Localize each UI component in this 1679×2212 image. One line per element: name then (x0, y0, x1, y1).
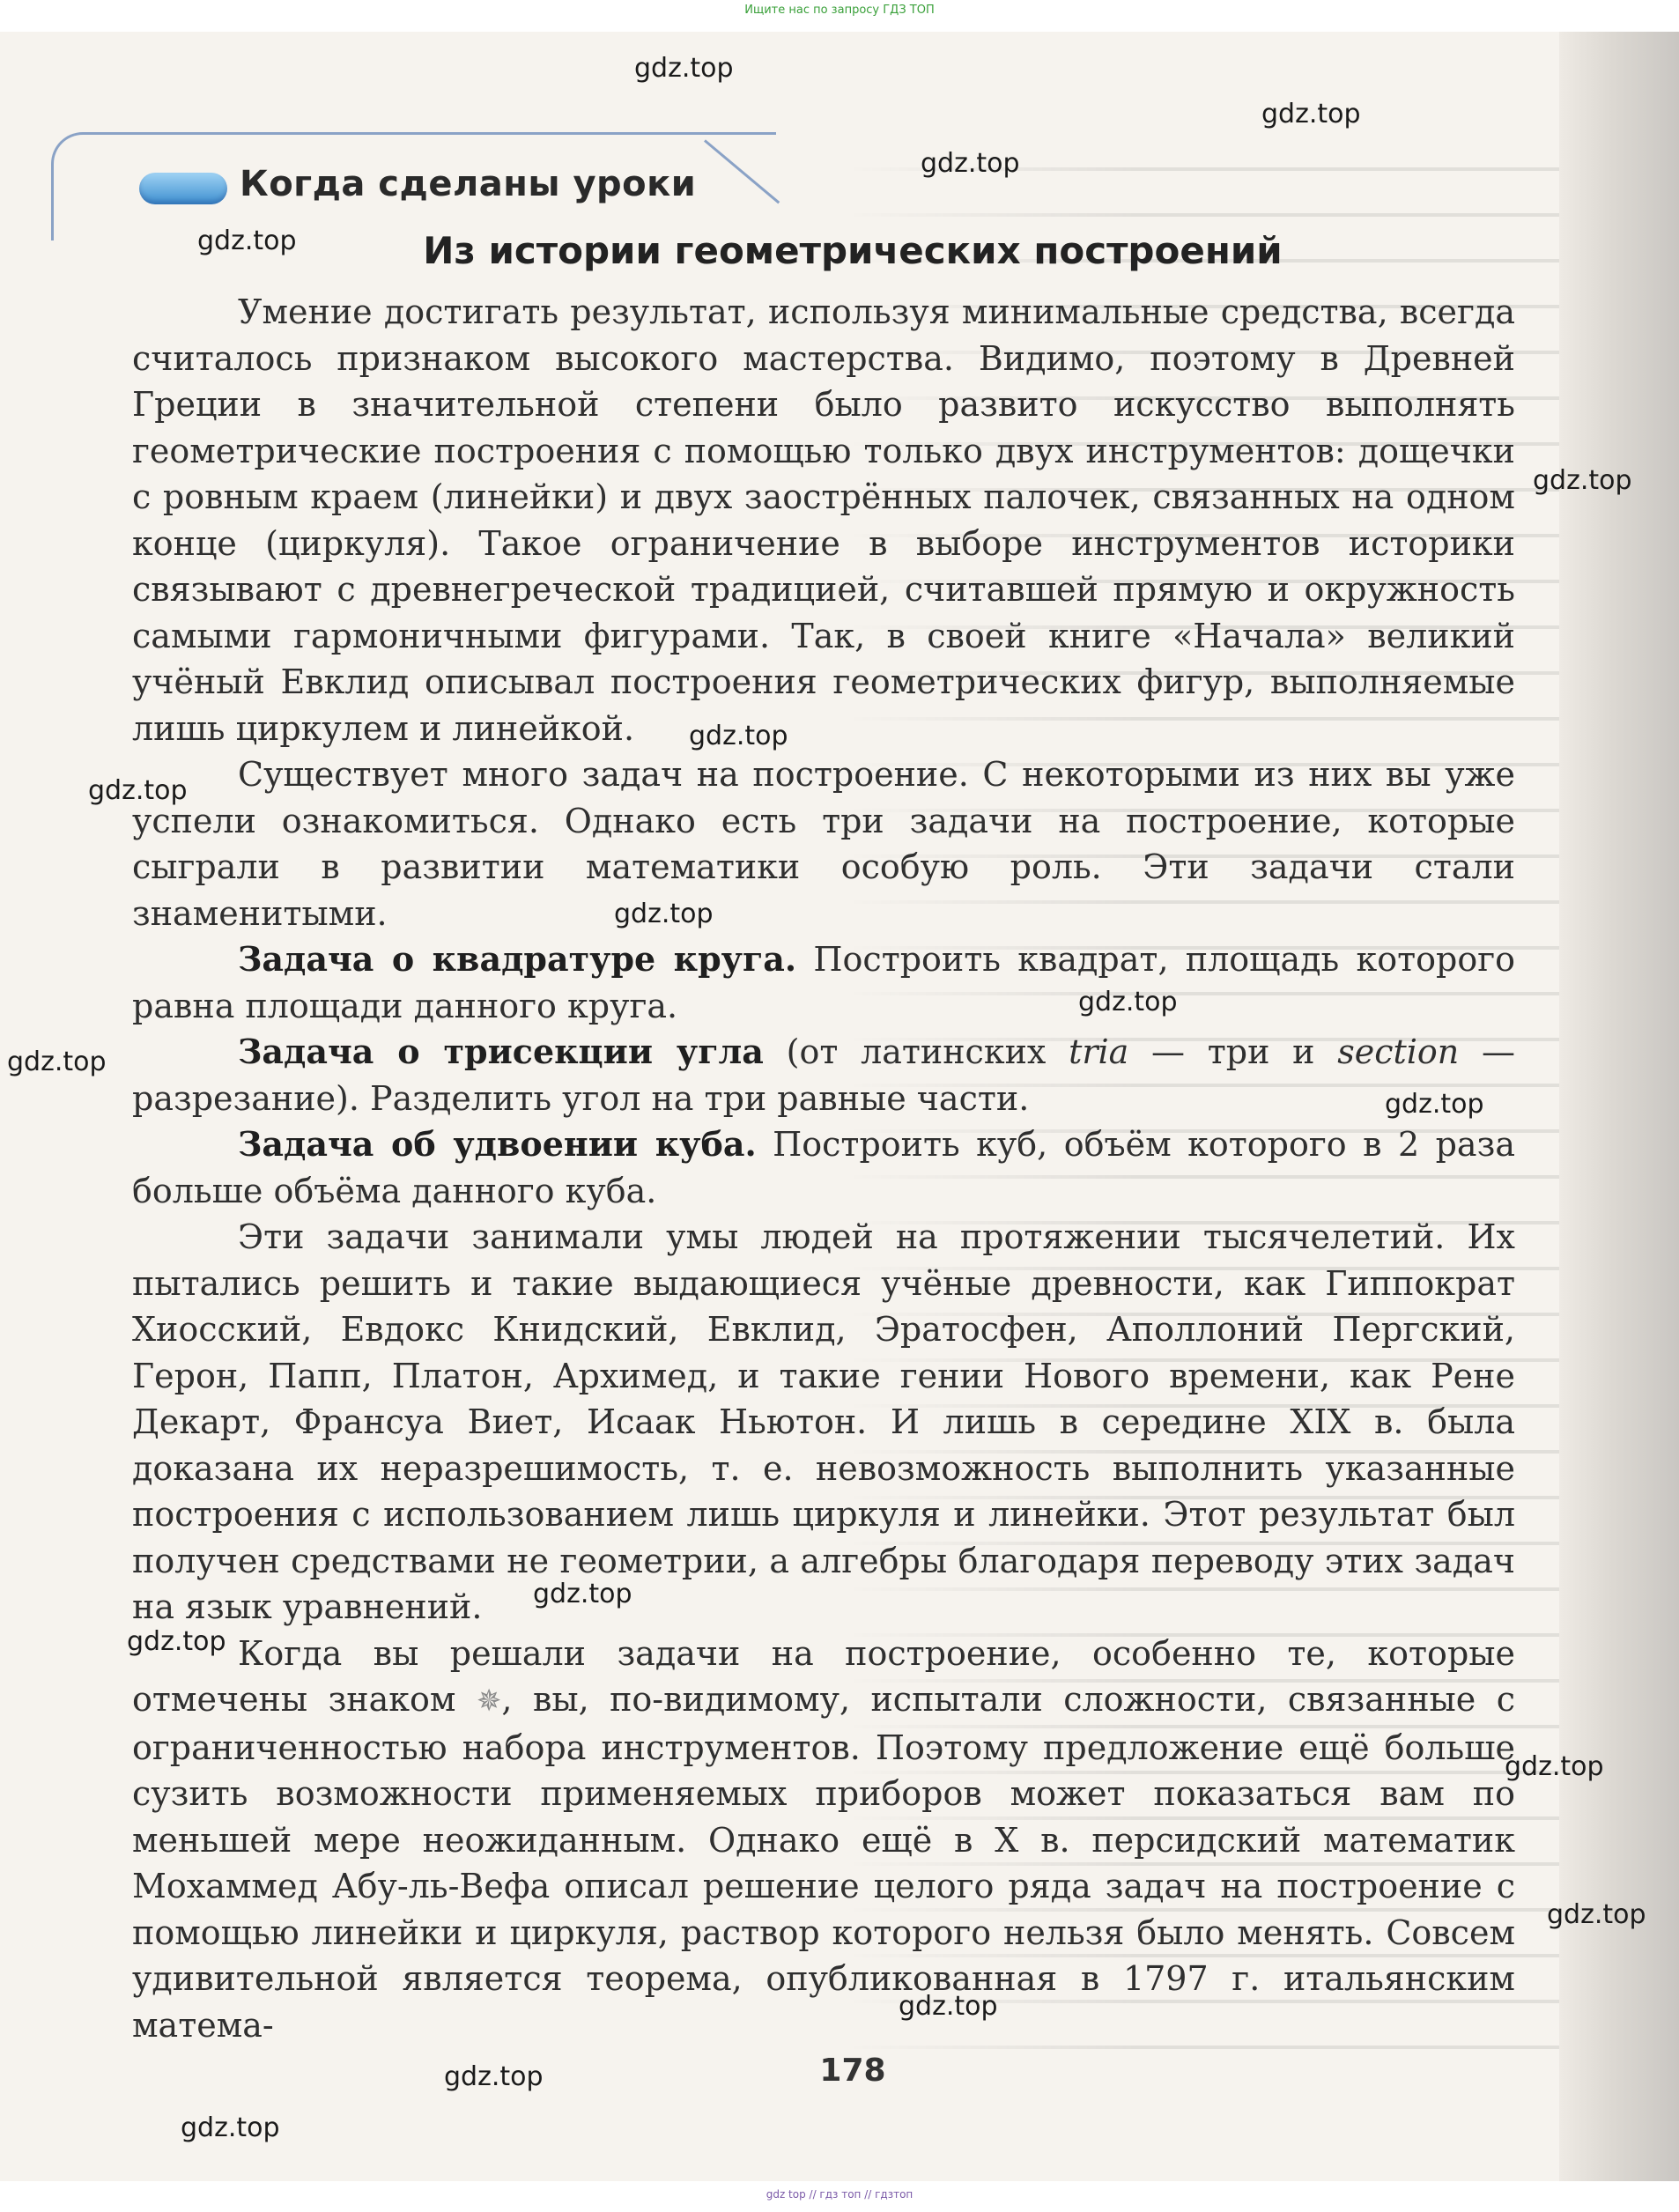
paragraph-cube (132, 1121, 1515, 1214)
latin-word-section: section (1337, 1032, 1460, 1071)
snowflake-icon: ✵ (476, 1683, 502, 1719)
book-spine-shadow (1559, 32, 1679, 2181)
watermark: gdz.top (689, 721, 788, 751)
problem-text-cube: Построить куб, объём которого в 2 раза больше объёма данного куба. (132, 1125, 1515, 1210)
problem-text-trisection-part1: (от латинских (763, 1032, 1069, 1071)
watermark: gdz.top (533, 1579, 632, 1609)
paragraph-7-part2: , вы, по-видимому, испытали сложности, связанные с ограниченностью набора инструментов. Поэтому предложение ещё больше сузить возможности применяемых приборов может показаться вам по меньшей мере неожиданным. Однако ещё в X в. персидский математик Мохаммед Абу-ль-Вефа описал решение целого ряда задач на построение с помощью линейки и циркуля, раствор которого нельзя было менять. Совсем удивительной является теорема, опубликованная в 1797 г. итальянским матема- (132, 1680, 1516, 2045)
section-pill-icon (139, 173, 227, 204)
watermark: gdz.top (1533, 465, 1632, 496)
paragraph-1: Умение достигать результат, используя минимальные средства, всегда считалось признаком высокого мастерства. Видимо, поэтому в Древней Греции в значительной степени было развито искусство выполнять геометрические построения с помощью только двух инструментов: дощечки с ровным краем (линейки) и двух заострённых палочек, связанных на одном конце (циркуля). Такое ограничение в выборе инструментов историки связывают с древнегреческой традицией, считавшей прямую и окружность самыми гармоничными фигурами. Так, в своей книге «Начала» великий учёный Евклид описывал построения геометрических фигур, выполняемые лишь циркулем и линейкой. (132, 292, 1515, 748)
watermark: gdz.top (197, 226, 297, 256)
watermark: gdz.top (7, 1047, 107, 1077)
page-number: 178 (819, 2053, 886, 2089)
watermark: gdz.top (1547, 1899, 1646, 1930)
problem-title-cube: Задача об удвоении куба. (238, 1124, 757, 1164)
watermark: gdz.top (614, 899, 714, 929)
watermark: gdz.top (1505, 1751, 1604, 1782)
problem-text-trisection-part2: — три и (1128, 1032, 1338, 1071)
watermark: gdz.top (444, 2061, 544, 2092)
watermark: gdz.top (1078, 987, 1178, 1017)
problem-text-quadrature: Построить квадрат, площадь которого равна площади данного круга. (132, 940, 1516, 1025)
section-title: Когда сделаны уроки (240, 164, 697, 204)
problem-title-quadrature: Задача о квадратуре круга. (238, 939, 797, 979)
paragraph-7-part1: Когда вы решали задачи на построение, особенно те, которые отмечены знаком (132, 1633, 1515, 1719)
watermark: gdz.top (88, 775, 188, 806)
paragraph-2: Существует много задач на построение. С некоторыми из них вы уже успели ознакомиться. Однако есть три задачи на построение, которые сыграли в развитии математики особую роль. Эти задачи стали знаменитыми. (132, 755, 1515, 933)
paragraph-quadrature (132, 936, 1515, 1029)
watermark: gdz.top (181, 2112, 280, 2143)
header-note[interactable]: Ищите нас по запросу ГДЗ ТОП (744, 4, 935, 17)
watermark: gdz.top (899, 1991, 998, 2022)
latin-word-tria: tria (1069, 1032, 1129, 1071)
watermark: gdz.top (1261, 99, 1361, 129)
problem-title-trisection: Задача о трисекции угла (238, 1032, 764, 1071)
paragraph-trisection (132, 1029, 1515, 1121)
paragraph-6: Эти задачи занимали умы людей на протяжении тысячелетий. Их пытались решить и такие выдающиеся учёные древности, как Гиппократ Хиосский, Евдокс Книдский, Евклид, Эратосфен, Аполлоний Пергский, Герон, Папп, Платон, Архимед, и такие гении Нового времени, как Рене Декарт, Франсуа Виет, Исаак Ньютон. И лишь в середине XIX в. была доказана их неразрешимость, т. е. невозможность выполнить указанные построения с использованием лишь циркуля и линейки. Этот результат был получен средствами не геометрии, а алгебры благодаря переводу этих задач на язык уравнений. (132, 1217, 1515, 1626)
watermark: gdz.top (1385, 1089, 1484, 1120)
watermark: gdz.top (127, 1626, 226, 1657)
paragraph-7 (132, 1631, 1515, 2049)
footer-note[interactable]: gdz top // гдз топ // гдзтоп (766, 2188, 913, 2201)
watermark: gdz.top (921, 148, 1020, 179)
problem-text-trisection-part3: — разрезание). Разделить угол на три равные части. (132, 1032, 1515, 1118)
watermark: gdz.top (634, 53, 734, 84)
article-title: Из истории геометрических построений (423, 229, 1283, 272)
article-body (132, 289, 1515, 2048)
